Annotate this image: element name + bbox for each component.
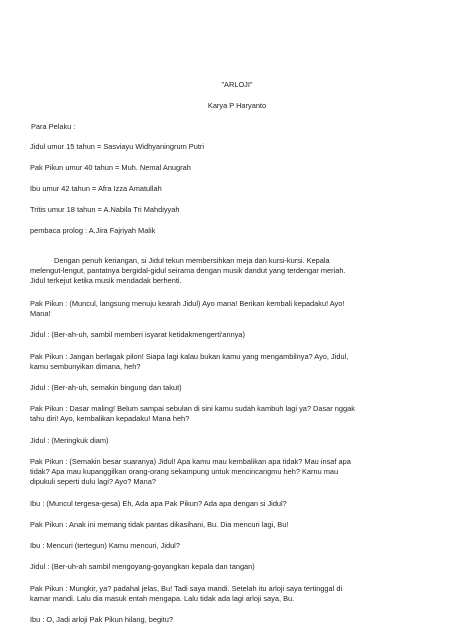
- dialogue-line: Ibu : Mencuri (tertegun) Kamu mencuri, Jidul?: [30, 541, 180, 550]
- dialogue-line: Pak Pikun : Dasar maling! Belum sampai sebulan di sini kamu sudah kambuh lagi ya? Dasar nggak: [30, 404, 355, 413]
- dialogue-line: Jidul : (Ber-ah-uh, semakin bingung dan takut): [30, 383, 182, 392]
- dialogue-line: Ibu : (Muncul tergesa-gesa) Eh, Ada apa Pak Pikun? Ada apa dengan si Jidul?: [30, 499, 287, 508]
- dialogue-line: Pak Pikun : (Muncul, langsung menuju kearah Jidul) Ayo mana! Berikan kembali kepadaku! Ayo!: [30, 299, 345, 308]
- cast-member: Ibu umur 42 tahun = Afra Izza Amatullah: [30, 184, 162, 193]
- dialogue-line: Jidul : (Ber-uh-ah sambil mengoyang-goyangkan kepala dan tangan): [30, 562, 255, 571]
- cast-heading: Para Pelaku :: [31, 122, 76, 131]
- author-line: Karya P Haryanto: [207, 101, 267, 110]
- cast-member: Tritis umur 18 tahun = A.Nabila Tri Mahdiyyah: [30, 205, 180, 214]
- dialogue-line: Jidul : (Meringkuk diam): [30, 436, 109, 445]
- dialogue-line: Ibu : O, Jadi arloji Pak Pikun hilang, begitu?: [30, 615, 173, 624]
- narration-line: Dengan penuh keriangan, si Jidul tekun membersihkan meja dan kursi-kursi. Kepala: [54, 256, 330, 265]
- dialogue-line: Pak Pikun : Jangan berlagak pilon! Siapa lagi kalau bukan kamu yang mengambilnya? Ayo, Jidul,: [30, 352, 349, 361]
- page-title: "ARLOJI": [221, 80, 253, 89]
- dialogue-line: Mana!: [30, 309, 51, 318]
- cast-member: Jidul umur 15 tahun = Sasviayu Widhyaningrum Putri: [30, 142, 204, 151]
- cast-member: Pak Pikun umur 40 tahun = Muh. Nemal Anugrah: [30, 163, 191, 172]
- dialogue-line: kamu sembunyikan dimana, heh?: [30, 362, 141, 371]
- dialogue-line: tahu diri! Ayo, kembalikan kepadaku! Mana heh?: [30, 414, 190, 423]
- prolog-reader: pembaca prolog : A.Jira Fajriyah Malik: [30, 226, 156, 235]
- dialogue-line: Pak Pikun : Anak ini memang tidak pantas dikasihani, Bu. Dia mencuri lagi, Bu!: [30, 520, 289, 529]
- dialogue-line: Pak Pikun : (Semakin besar suaranya) Jidul! Apa kamu mau kembalikan apa tidak? Mau insaf apa: [30, 457, 351, 466]
- narration-line: melengut-lengut, pantatnya bergidal-gidul seirama dengan musik dandut yang terdengar meriah.: [30, 266, 346, 275]
- dialogue-line: Jidul : (Ber-ah-uh, sambil memberi isyarat ketidakmengerti'annya): [30, 330, 246, 339]
- narration-line: Jidul terkejut ketika musik mendadak berhenti.: [30, 276, 182, 285]
- dialogue-line: dipukuli seperti dulu lagi? Ayo? Mana?: [30, 477, 157, 486]
- dialogue-line: kamar mandi. Lalu dia masuk entah mengapa. Lalu tidak ada lagi arloji saya, Bu.: [30, 594, 295, 603]
- dialogue-line: tidak? Apa mau kupanggilkan orang-orang sekampung untuk mencincangmu heh? Karnu mau: [30, 467, 339, 476]
- dialogue-line: Pak Pikun : Mungkir, ya? padahal jelas, Bu! Tadi saya mandi. Setelah itu arloji saya tertinggal di: [30, 584, 343, 593]
